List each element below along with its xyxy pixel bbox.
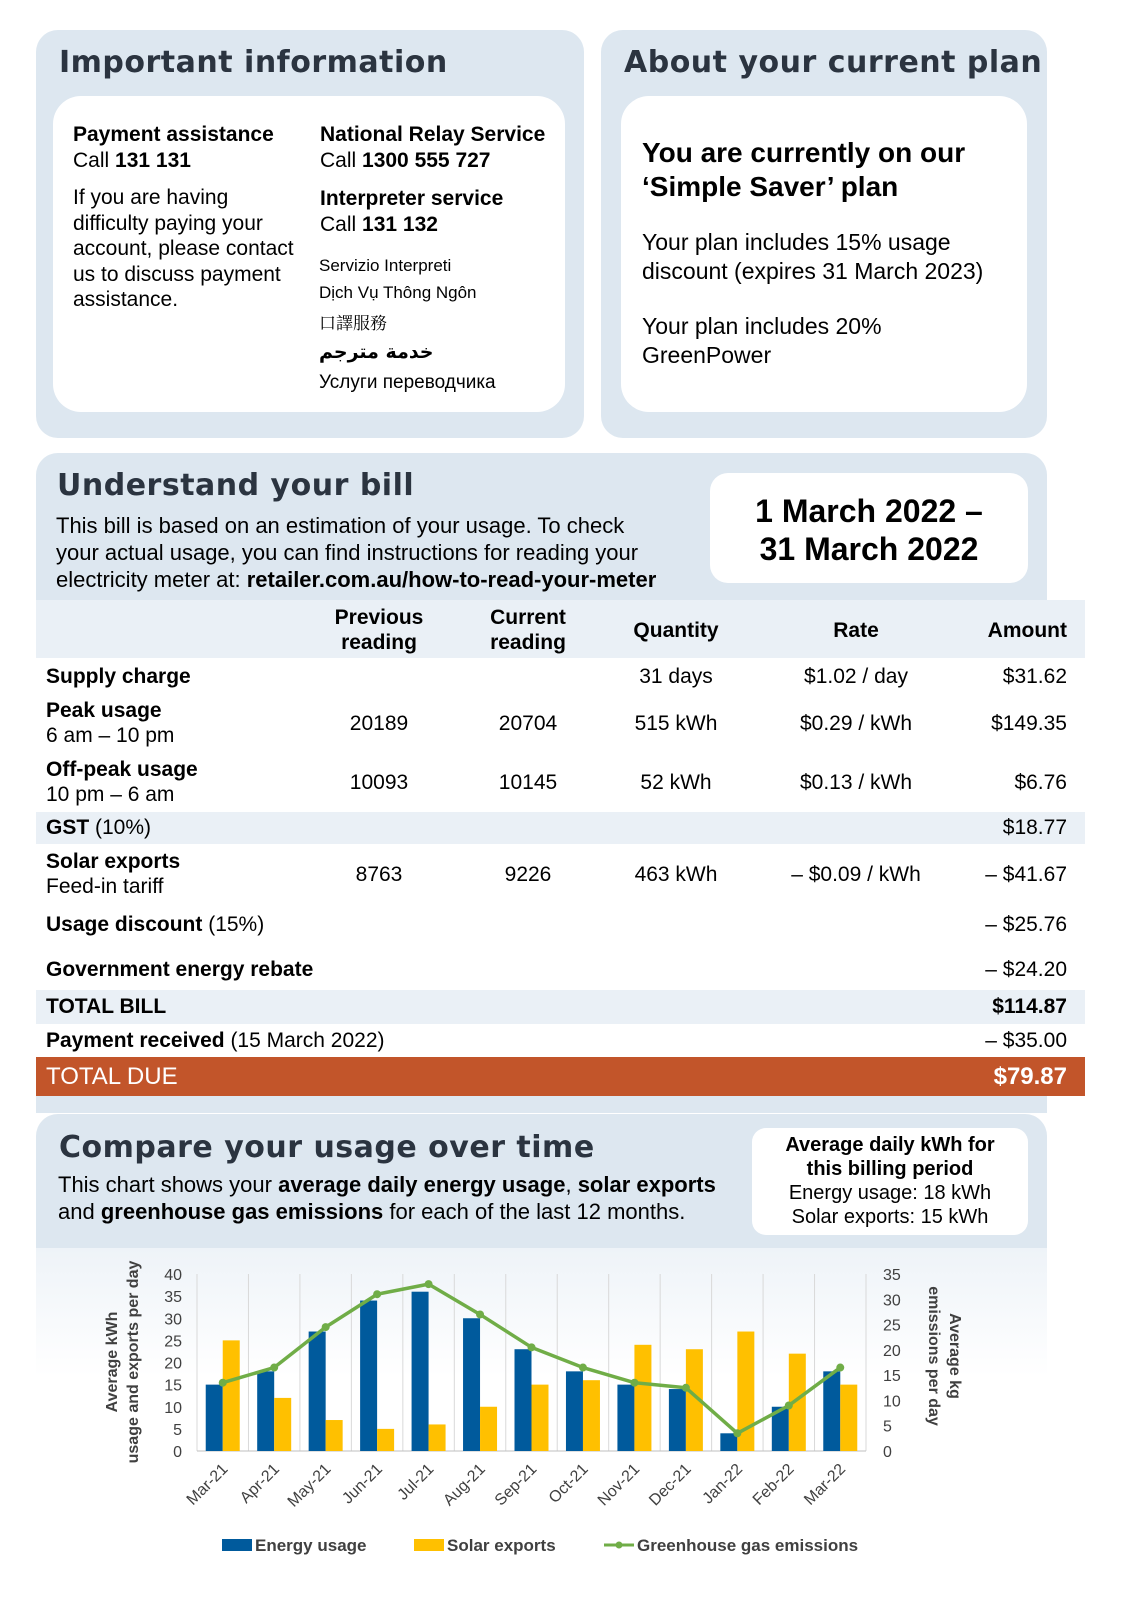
average-daily-title-1: Average daily kWh for — [785, 1134, 995, 1156]
gst-amount: $18.77 — [1002, 816, 1067, 839]
billing-period-end: 31 March 2022 — [759, 531, 979, 567]
row-usage-discount — [36, 912, 1085, 940]
x-tick-label: Jun-21 — [339, 1460, 386, 1508]
energy-usage-bar — [412, 1292, 429, 1451]
discount-label-text: Usage discount — [46, 913, 203, 936]
discount-note: (15%) — [202, 913, 265, 936]
interpreter-service-title: Interpreter service — [320, 187, 504, 210]
row-total-bill — [36, 990, 1085, 1024]
supply-quantity: 31 days — [639, 665, 713, 688]
payment-assistance-phone — [73, 147, 191, 174]
y-tick-label: 0 — [173, 1444, 182, 1461]
total-due-label: TOTAL DUE — [46, 1063, 178, 1090]
solar-previous: 8763 — [355, 863, 403, 886]
solar-exports-bar — [634, 1345, 651, 1451]
legend-solar-label: Solar exports — [447, 1536, 556, 1555]
average-daily-solar: Solar exports: 15 kWh — [791, 1206, 989, 1228]
peak-sub: 6 am – 10 pm — [46, 724, 175, 747]
payment-assistance-text-4: us to discuss payment — [73, 262, 281, 286]
peak-quantity: 515 kWh — [634, 712, 718, 735]
language-vietnamese: Dịch Vụ Thông Ngôn — [319, 283, 477, 302]
row-peak-usage — [36, 698, 1085, 750]
solar-sub: Feed-in tariff — [46, 875, 164, 898]
plan-name-line-1: You are currently on our — [642, 137, 966, 168]
offpeak-current: 10145 — [498, 771, 558, 794]
solar-quantity: 463 kWh — [634, 863, 718, 886]
intro1-d: solar exports — [577, 1172, 716, 1197]
y-tick-label: 25 — [164, 1333, 182, 1351]
payment-received-amount: – $35.00 — [985, 1029, 1067, 1052]
header-previous-2: reading — [341, 631, 417, 654]
x-tick-label: Mar-22 — [801, 1460, 850, 1509]
solar-exports-bar — [583, 1380, 600, 1451]
peak-amount: $149.35 — [991, 712, 1067, 735]
payment-phone-number[interactable]: 131 131 — [115, 149, 191, 172]
intro1-a: This chart shows your — [58, 1172, 279, 1197]
bill-intro-line-1: This bill is based on an estimation of your usage. To check — [56, 513, 625, 538]
header-current-2: reading — [490, 631, 566, 654]
y-tick-label: 40 — [164, 1267, 182, 1284]
bill-intro-line-3 — [56, 566, 656, 593]
energy-usage-bar — [566, 1371, 583, 1451]
peak-previous: 20189 — [349, 712, 409, 735]
y2-tick-label: 10 — [883, 1393, 901, 1411]
total-due-amount: $79.87 — [993, 1063, 1067, 1090]
x-tick-label: Oct-21 — [545, 1460, 592, 1507]
solar-exports-bar — [377, 1429, 394, 1451]
solar-label: Solar exports — [46, 850, 181, 873]
offpeak-sub: 10 pm – 6 am — [46, 783, 175, 806]
bill-intro-prefix: electricity meter at: — [56, 567, 247, 592]
header-quantity: Quantity — [633, 619, 719, 642]
emissions-point — [373, 1290, 381, 1298]
y-tick-label: 15 — [164, 1377, 182, 1395]
energy-usage-bar — [669, 1389, 686, 1451]
total-bill-amount: $114.87 — [992, 995, 1067, 1018]
interpreter-service-phone — [320, 211, 438, 238]
compare-usage-title: Compare your usage over time — [59, 1130, 595, 1165]
intro2-b: greenhouse gas emissions — [100, 1199, 384, 1224]
x-tick-label: Feb-22 — [749, 1460, 798, 1509]
relay-phone-number[interactable]: 1300 555 727 — [362, 149, 491, 172]
bill-intro-line-2: your actual usage, you can find instructions for reading your — [56, 540, 639, 565]
language-arabic: خدمة مترجم — [319, 341, 434, 363]
y-tick-label: 35 — [164, 1289, 182, 1307]
x-tick-label: Dec-21 — [646, 1460, 695, 1510]
energy-usage-bar — [463, 1318, 480, 1451]
row-offpeak-usage — [36, 757, 1085, 809]
gst-label-text: GST — [46, 816, 90, 839]
header-rate: Rate — [833, 619, 879, 642]
emissions-point — [836, 1364, 844, 1372]
x-tick-label: Apr-21 — [237, 1460, 284, 1507]
offpeak-rate: $0.13 / kWh — [799, 771, 913, 794]
y2-axis-label-1: Average kg — [946, 1313, 963, 1399]
offpeak-previous: 10093 — [349, 771, 409, 794]
energy-usage-bar — [206, 1385, 223, 1451]
solar-exports-bar — [532, 1385, 549, 1451]
x-tick-label: Mar-21 — [183, 1460, 232, 1509]
y-axis-label-1: Average kWh — [104, 1311, 121, 1413]
intro1-b: average daily energy usage — [278, 1172, 566, 1197]
header-previous-1: Previous — [334, 606, 424, 629]
row-supply-charge — [36, 664, 1085, 692]
intro2-a: and — [58, 1199, 101, 1224]
solar-exports-bar — [326, 1420, 343, 1451]
payment-received-label — [46, 1028, 385, 1054]
intro1-c: , — [565, 1172, 578, 1197]
call-prefix: Call — [320, 213, 363, 236]
solar-exports-bar — [223, 1340, 240, 1451]
plan-greenpower-line-1: Your plan includes 20% — [642, 313, 882, 339]
row-total-due — [36, 1057, 1085, 1096]
relay-service-title: National Relay Service — [320, 123, 546, 146]
meter-reading-link[interactable]: retailer.com.au/how-to-read-your-meter — [246, 567, 657, 592]
current-plan-title: About your current plan — [624, 45, 1043, 80]
row-solar-exports — [36, 849, 1085, 901]
y2-axis-label-2: emissions per day — [925, 1286, 942, 1426]
emissions-point — [270, 1364, 278, 1372]
understand-bill-title: Understand your bill — [57, 468, 415, 503]
emissions-point — [682, 1384, 690, 1392]
billing-period-start: 1 March 2022 – — [755, 493, 983, 529]
emissions-point — [528, 1343, 536, 1351]
energy-usage-bar — [309, 1332, 326, 1451]
x-tick-label: Jan-22 — [699, 1460, 747, 1508]
row-gst — [36, 812, 1085, 844]
y2-tick-label: 35 — [883, 1267, 901, 1284]
rebate-label: Government energy rebate — [46, 958, 314, 981]
legend-emissions-label: Greenhouse gas emissions — [637, 1536, 859, 1555]
compare-intro-line-2 — [58, 1198, 685, 1225]
emissions-point — [630, 1379, 638, 1387]
y-tick-label: 20 — [164, 1355, 182, 1373]
call-prefix: Call — [320, 149, 363, 172]
y2-tick-label: 30 — [883, 1292, 901, 1310]
offpeak-label: Off-peak usage — [46, 758, 198, 781]
emissions-point — [425, 1280, 433, 1288]
language-chinese: 口譯服務 — [319, 314, 387, 334]
discount-label — [46, 912, 264, 938]
x-tick-label: Jul-21 — [394, 1460, 438, 1504]
legend-energy-swatch — [222, 1539, 252, 1551]
header-current-1: Current — [490, 606, 566, 629]
emissions-point — [219, 1379, 227, 1387]
emissions-point — [785, 1401, 793, 1409]
intro2-c: for each of the last 12 months. — [383, 1199, 686, 1224]
solar-current: 9226 — [504, 863, 552, 886]
payment-assistance-text-1: If you are having — [73, 186, 229, 209]
energy-usage-bar — [617, 1385, 634, 1451]
peak-label: Peak usage — [46, 699, 162, 722]
solar-exports-bar — [429, 1424, 446, 1451]
energy-usage-bar — [257, 1371, 274, 1451]
energy-usage-bar — [360, 1301, 377, 1451]
y-tick-label: 5 — [173, 1421, 182, 1439]
payment-assistance-title: Payment assistance — [73, 123, 274, 146]
total-bill-label: TOTAL BILL — [46, 995, 167, 1018]
solar-rate: – $0.09 / kWh — [791, 863, 921, 886]
payment-received-note: (15 March 2022) — [224, 1029, 385, 1052]
interpreter-phone-number[interactable]: 131 132 — [362, 213, 438, 236]
peak-current: 20704 — [498, 712, 558, 735]
plan-name-line-2: ‘Simple Saver’ plan — [642, 171, 899, 202]
emissions-point — [579, 1364, 587, 1372]
y2-tick-label: 0 — [883, 1444, 892, 1461]
rebate-amount: – $24.20 — [985, 958, 1067, 981]
emissions-point — [322, 1323, 330, 1331]
supply-label: Supply charge — [46, 665, 191, 688]
x-tick-label: Sep-21 — [491, 1460, 541, 1510]
gst-label — [46, 815, 151, 841]
call-prefix: Call — [73, 149, 116, 172]
discount-amount: – $25.76 — [985, 913, 1067, 936]
x-tick-label: Nov-21 — [594, 1460, 644, 1510]
row-government-rebate — [36, 957, 1085, 985]
row-payment-received — [36, 1028, 1085, 1056]
legend-emissions-marker — [616, 1542, 623, 1549]
plan-discount-line-1: Your plan includes 15% usage — [642, 229, 951, 255]
energy-usage-bar — [823, 1371, 840, 1451]
legend-energy-label: Energy usage — [255, 1536, 367, 1555]
solar-amount: – $41.67 — [985, 863, 1067, 886]
important-info-title: Important information — [59, 45, 448, 80]
average-daily-energy: Energy usage: 18 kWh — [788, 1182, 992, 1204]
y2-tick-label: 25 — [883, 1317, 901, 1335]
gst-note: (10%) — [89, 816, 152, 839]
plan-discount-line-2: discount (expires 31 March 2023) — [642, 258, 984, 284]
offpeak-amount: $6.76 — [1014, 771, 1067, 794]
y2-tick-label: 5 — [883, 1418, 892, 1436]
language-italian: Servizio Interpreti — [319, 256, 452, 275]
peak-rate: $0.29 / kWh — [799, 712, 913, 735]
solar-exports-bar — [840, 1385, 857, 1451]
emissions-point — [476, 1310, 484, 1318]
payment-assistance-text-2: difficulty paying your — [73, 211, 263, 235]
legend-solar-swatch — [414, 1539, 444, 1551]
y-axis-label-2: usage and exports per day — [125, 1260, 142, 1464]
y2-tick-label: 20 — [883, 1342, 901, 1360]
y-tick-label: 10 — [164, 1399, 182, 1417]
usage-chart — [36, 1248, 1047, 1615]
solar-exports-bar — [274, 1398, 291, 1451]
payment-assistance-text-5: assistance. — [73, 288, 179, 311]
bill-table-header — [36, 600, 1085, 658]
offpeak-quantity: 52 kWh — [640, 771, 712, 794]
y-tick-label: 30 — [164, 1311, 182, 1329]
x-tick-label: May-21 — [284, 1460, 335, 1511]
language-russian: Услуги переводчика — [319, 372, 496, 393]
supply-amount: $31.62 — [1002, 665, 1067, 688]
plan-greenpower-line-2: GreenPower — [642, 342, 772, 368]
x-tick-label: Aug-21 — [440, 1460, 489, 1510]
payment-received-text: Payment received — [46, 1029, 225, 1052]
solar-exports-bar — [480, 1407, 497, 1451]
compare-intro-line-1 — [58, 1171, 716, 1198]
relay-service-phone — [320, 147, 490, 174]
energy-usage-bar — [515, 1349, 532, 1451]
header-amount: Amount — [987, 619, 1067, 642]
supply-rate: $1.02 / day — [804, 665, 908, 688]
payment-assistance-text-3: account, please contact — [73, 237, 294, 260]
average-daily-title-2: this billing period — [806, 1158, 974, 1180]
emissions-point — [733, 1429, 741, 1437]
y2-tick-label: 15 — [883, 1368, 901, 1386]
